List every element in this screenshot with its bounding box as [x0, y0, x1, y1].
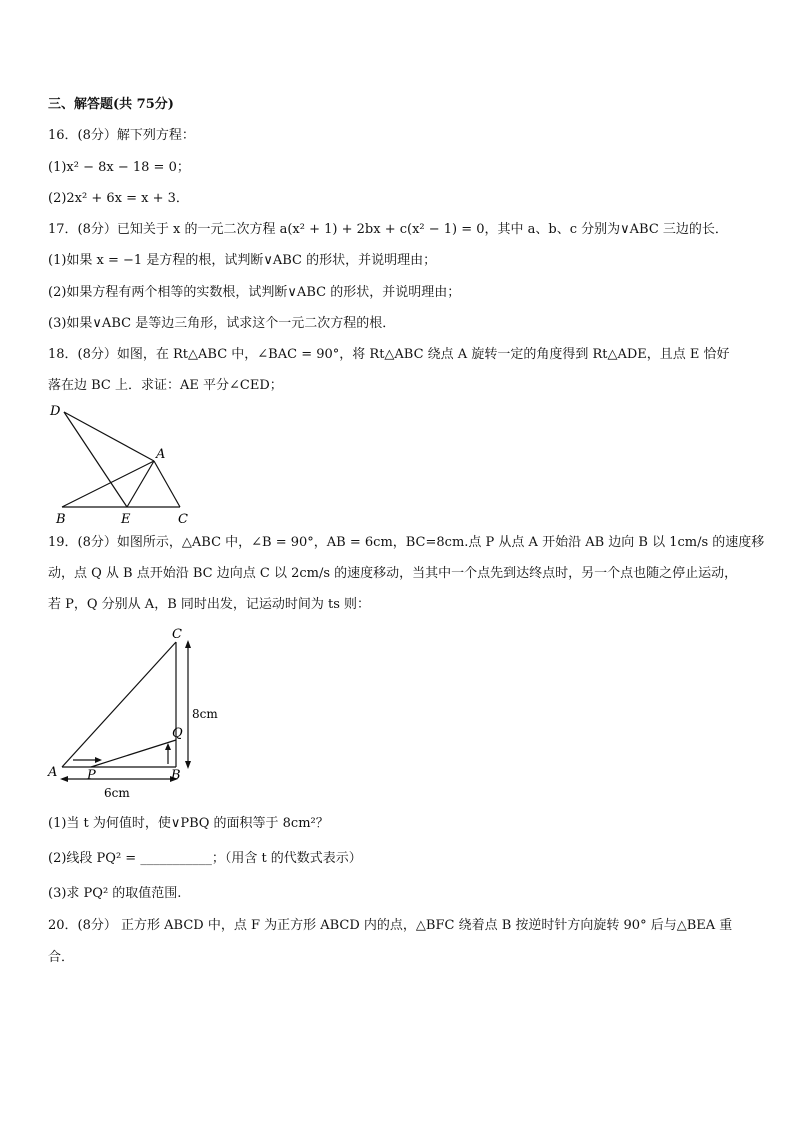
ab-arrowhead-left: [60, 776, 68, 782]
bc-arrowhead-bottom: [185, 761, 191, 769]
label-ab-length: 6cm: [104, 786, 130, 800]
label-B: B: [171, 768, 181, 783]
q19-part2: (2)线段 PQ² = ___________；（用含 t 的代数式表示）: [48, 851, 362, 866]
q19-stem-line3: 若 P，Q 分别从 A，B 同时出发，记运动时间为 ts 则：: [48, 597, 371, 612]
seg-AC: [62, 642, 176, 767]
q16-part2: (2)2x² + 6x = x + 3．: [48, 191, 189, 206]
label-P: P: [87, 768, 96, 783]
label-A: A: [48, 765, 58, 780]
q20-stem-line1: 20．(8分） 正方形 ABCD 中，点 F 为正方形 ABCD 内的点，△BFC 绕着点 B 按逆时针方向旋转 90° 后与△BEA 重: [48, 918, 733, 933]
seg-DA: [64, 412, 154, 461]
bc-arrowhead-top: [185, 640, 191, 648]
q17-part2: (2)如果方程有两个相等的实数根，试判断∨ABC 的形状，并说明理由；: [48, 285, 461, 300]
q19-part1: (1)当 t 为何值时，使∨PBQ 的面积等于 8cm²？: [48, 816, 329, 831]
section-title: 三、解答题(共 75分): [48, 97, 174, 112]
p-arrowhead: [95, 757, 102, 763]
label-A: A: [156, 447, 166, 462]
q17-stem: 17．(8分）已知关于 x 的一元二次方程 a(x² + 1) + 2bx + c(x² − 1) = 0，其中 a、b、c 分别为∨ABC 三边的长．: [48, 222, 728, 237]
label-bc-length: 8cm: [192, 707, 218, 721]
q17-part3: (3)如果∨ABC 是等边三角形，试求这个一元二次方程的根．: [48, 316, 396, 331]
label-D: D: [50, 404, 61, 419]
q18-stem-line2: 落在边 BC 上．求证：AE 平分∠CED；: [48, 378, 283, 393]
q17-part1: (1)如果 x = −1 是方程的根，试判断∨ABC 的形状，并说明理由；: [48, 253, 437, 268]
label-C: C: [178, 512, 188, 527]
q18-figure: [40, 400, 210, 530]
label-C: C: [172, 627, 182, 642]
label-B: B: [56, 512, 66, 527]
q20-stem-line2: 合．: [48, 950, 75, 965]
q19-stem-line1: 19．(8分）如图所示，△ABC 中，∠B = 90°，AB = 6cm，BC=8cm.点 P 从点 A 开始沿 AB 边向 B 以 1cm/s 的速度移: [48, 535, 765, 550]
q-arrowhead: [165, 743, 171, 750]
q16-part1: (1)x² − 8x − 18 = 0；: [48, 160, 190, 175]
seg-DE: [64, 412, 127, 507]
seg-AC: [154, 461, 180, 507]
q16-stem: 16．(8分）解下列方程：: [48, 128, 195, 143]
q18-stem-line1: 18．(8分）如图，在 Rt△ABC 中，∠BAC = 90°，将 Rt△ABC 绕点 A 旋转一定的角度得到 Rt△ADE，且点 E 恰好: [48, 347, 730, 362]
q19-stem-line2: 动，点 Q 从 B 点开始沿 BC 边向点 C 以 2cm/s 的速度移动，当其中一个点先到达终点时，另一个点也随之停止运动，: [48, 566, 738, 581]
q19-part3: (3)求 PQ² 的取值范围.: [48, 886, 182, 901]
label-E: E: [121, 512, 131, 527]
label-Q: Q: [172, 726, 183, 741]
q19-figure: [40, 622, 240, 807]
seg-PQ: [91, 740, 176, 767]
